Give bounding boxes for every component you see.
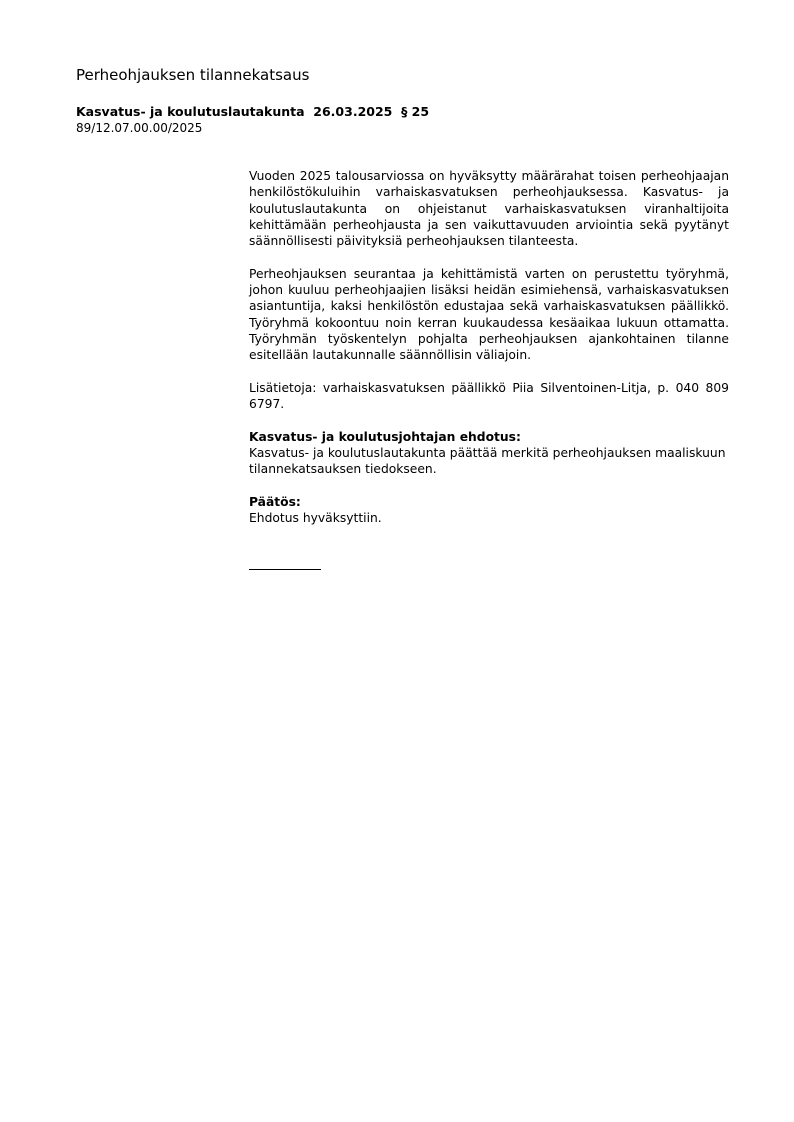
- document-body: [249, 168, 729, 543]
- decision-section: [249, 494, 729, 527]
- proposal-section: [249, 429, 729, 478]
- record-id: 89/12.07.00.00/2025: [76, 121, 203, 135]
- decision-text: Ehdotus hyväksyttiin.: [249, 511, 382, 526]
- proposal-text: Kasvatus- ja koulutuslautakunta päättää merkitä perheohjauksen maaliskuun tilannekatsauksen tiedokseen.: [249, 446, 726, 477]
- decision-heading: Päätös:: [249, 494, 301, 509]
- document-title: Perheohjauksen tilannekatsaus: [76, 66, 310, 84]
- proposal-heading: Kasvatus- ja koulutusjohtajan ehdotus:: [249, 429, 521, 444]
- closing-rule: [249, 569, 321, 570]
- paragraph-background: Vuoden 2025 talousarviossa on hyväksytty määrärahat toisen perheohjaajan henkilöstökuluihin varhaiskasvatuksen perheohjauksessa. Kasvatus- ja koulutuslautakunta on ohjeistanut varhaiskasvatuksen viranhaltijoita kehittämään perheohjausta ja sen vaikuttavuuden arviointia sekä pyytänyt säännöllisesti päivityksiä perheohjauksen tilanteesta.: [249, 169, 729, 249]
- paragraph-contact-info: Lisätietoja: varhaiskasvatuksen päällikkö Piia Silventoinen-Litja, p. 040 809 6797.: [249, 380, 729, 412]
- meeting-line: Kasvatus- ja koulutuslautakunta 26.03.2025 § 25: [76, 104, 430, 119]
- paragraph-working-group: Perheohjauksen seurantaa ja kehittämistä varten on perustettu työryhmä, johon kuuluu perheohjaajien lisäksi heidän esimiehensä, varhaiskasvatuksen asiantuntija, kaksi henkilöstön edustajaa sekä varhaiskasvatuksen päällikkö. Työryhmä kokoontuu noin kerran kuukaudessa kesäaikaa lukuun ottamatta. Työryhmän työskentelyn pohjalta perheohjauksen ajankohtainen tilanne esitellään lautakunnalle säännöllisin väliajoin.: [249, 266, 729, 363]
